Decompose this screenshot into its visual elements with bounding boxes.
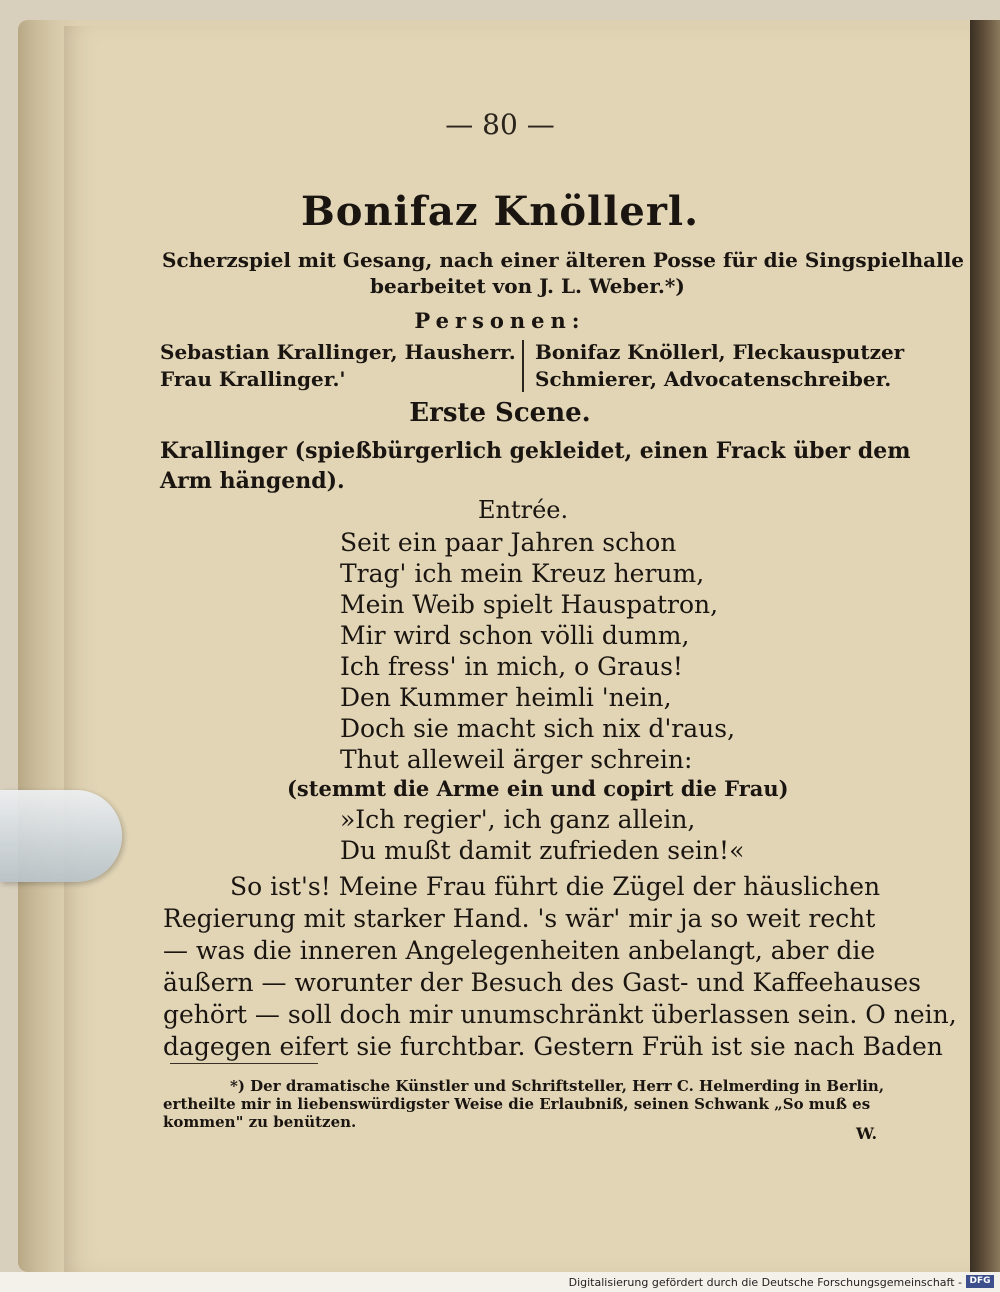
scene-heading: Erste Scene. <box>409 398 591 428</box>
footnote-line: ertheilte mir in liebenswürdigster Weise die Erlaubniß, seinen Schwank „So muß es <box>163 1095 871 1113</box>
footnote-rule <box>170 1063 318 1064</box>
prose-line: Regierung mit starker Hand. 's wär' mir ja so weit recht <box>163 904 876 933</box>
footnote-line: *) Der dramatische Künstler und Schriftsteller, Herr C. Helmerding in Berlin, <box>230 1077 885 1095</box>
cast-entry: Sebastian Krallinger, Hausherr. <box>160 340 516 364</box>
verse-line: Ich fress' in mich, o Graus! <box>340 652 683 681</box>
verse-line-quoted: »Ich regier', ich ganz allein, <box>340 805 696 834</box>
page-number: — 80 — <box>445 108 555 141</box>
prose-line: gehört — soll doch mir unumschränkt überlassen sein. O nein, <box>163 1000 957 1029</box>
cast-entry: Frau Krallinger.' <box>160 367 346 391</box>
footnote-line: kommen" zu benützen. <box>163 1113 357 1131</box>
verse-line: Doch sie macht sich nix d'raus, <box>340 714 736 743</box>
verse-line: Mein Weib spielt Hauspatron, <box>340 590 719 619</box>
cast-divider <box>522 340 524 392</box>
dfg-logo: DFG <box>966 1275 994 1288</box>
prose-line: dagegen eifert sie furchtbar. Gestern Früh ist sie nach Baden <box>163 1032 943 1061</box>
verse-stage-direction: (stemmt die Arme ein und copirt die Frau) <box>287 776 789 801</box>
footnote-signature: W. <box>856 1124 878 1143</box>
verse-line-quoted: Du mußt damit zufrieden sein!« <box>340 836 745 865</box>
stage-direction-line: Arm hängend). <box>160 468 345 494</box>
digitization-credit: Digitalisierung gefördert durch die Deutsche Forschungsgemeinschaft - <box>568 1276 962 1289</box>
verse-line: Trag' ich mein Kreuz herum, <box>340 559 705 588</box>
verse-line: Den Kummer heimli 'nein, <box>340 683 672 712</box>
verse-line: Thut alleweil ärger schrein: <box>340 745 693 774</box>
verse-line: Seit ein paar Jahren schon <box>340 528 677 557</box>
prose-line: So ist's! Meine Frau führt die Zügel der häuslichen <box>230 872 881 901</box>
verse-line: Mir wird schon völli dumm, <box>340 621 690 650</box>
entree-label: Entrée. <box>478 496 569 524</box>
play-title: Bonifaz Knöllerl. <box>300 188 700 235</box>
prose-line: — was die inneren Angelegenheiten anbelangt, aber die <box>163 936 876 965</box>
cast-entry: Bonifaz Knöllerl, Fleckausputzer <box>535 340 905 364</box>
stage-direction-line: Krallinger (spießbürgerlich gekleidet, einen Frack über dem <box>160 438 911 464</box>
page-clip-bookmark <box>0 790 122 882</box>
subtitle-line-2: bearbeitet von J. L. Weber.*) <box>370 274 685 298</box>
personen-heading: Personen: <box>414 308 586 333</box>
cast-entry: Schmierer, Advocatenschreiber. <box>535 367 892 391</box>
subtitle-line-1: Scherzspiel mit Gesang, nach einer älteren Posse für die Singspielhalle <box>162 248 965 272</box>
prose-line: äußern — worunter der Besuch des Gast- und Kaffeehauses <box>163 968 921 997</box>
